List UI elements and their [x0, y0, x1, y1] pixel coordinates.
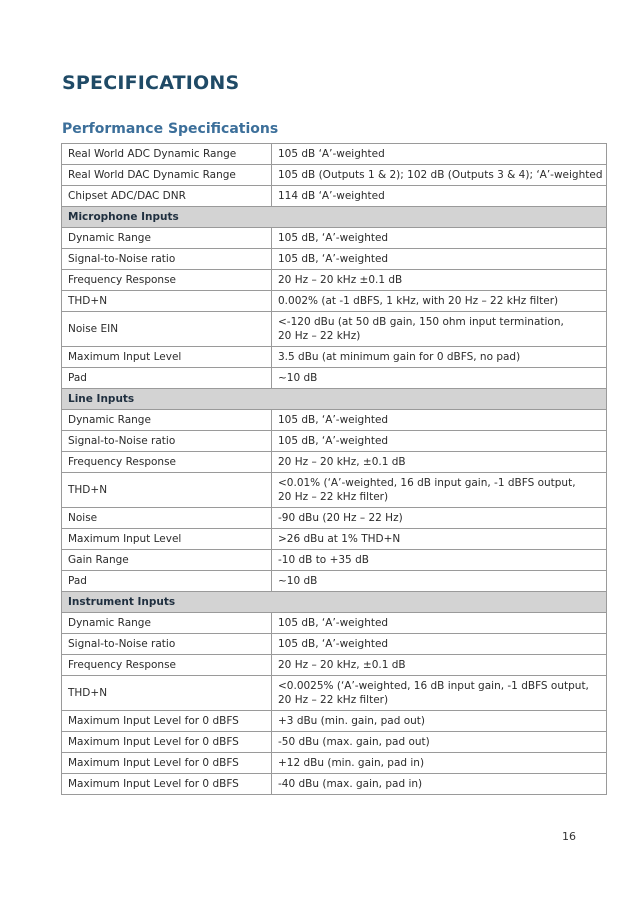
table-row: [62, 291, 607, 312]
spec-value-line: 0.002% (at -1 dBFS, 1 kHz, with 20 Hz – 22 kHz filter): [278, 295, 559, 307]
spec-value-line: 105 dB (Outputs 1 & 2); 102 dB (Outputs 3 & 4); ‘A’-weighted: [278, 169, 603, 181]
spec-value-line: 20 Hz – 22 kHz filter): [278, 694, 389, 706]
spec-value-line: 105 dB, ‘A’-weighted: [278, 617, 389, 629]
section-header-label: Microphone Inputs: [62, 207, 607, 228]
spec-value-line: -10 dB to +35 dB: [278, 554, 369, 566]
spec-value: [272, 732, 607, 753]
spec-label: Signal-to-Noise ratio: [62, 634, 272, 655]
spec-label: Frequency Response: [62, 655, 272, 676]
spec-label: Frequency Response: [62, 270, 272, 291]
spec-value-line: -40 dBu (max. gain, pad in): [278, 778, 423, 790]
table-row: [62, 550, 607, 571]
table-row: [62, 165, 607, 186]
spec-value-line: 105 dB, ‘A’-weighted: [278, 435, 389, 447]
table-row: [62, 347, 607, 368]
spec-value-line: 20 Hz – 22 kHz): [278, 330, 361, 342]
spec-value-line: -90 dBu (20 Hz – 22 Hz): [278, 512, 403, 524]
spec-label: Dynamic Range: [62, 613, 272, 634]
spec-value: [272, 144, 607, 165]
spec-value: [272, 249, 607, 270]
page-number: 16: [562, 830, 576, 843]
page-title: SPECIFICATIONS: [62, 72, 240, 94]
table-row: [62, 753, 607, 774]
section-header-row: [62, 389, 607, 410]
spec-label: THD+N: [62, 291, 272, 312]
spec-value: [272, 676, 607, 711]
spec-label: Maximum Input Level: [62, 347, 272, 368]
spec-label: Pad: [62, 368, 272, 389]
spec-value-line: +3 dBu (min. gain, pad out): [278, 715, 425, 727]
spec-label: Real World DAC Dynamic Range: [62, 165, 272, 186]
spec-value: [272, 634, 607, 655]
spec-value: [272, 711, 607, 732]
spec-value-line: 3.5 dBu (at minimum gain for 0 dBFS, no pad): [278, 351, 521, 363]
spec-value: [272, 774, 607, 795]
spec-label: Maximum Input Level for 0 dBFS: [62, 711, 272, 732]
spec-value: [272, 655, 607, 676]
spec-value: [272, 312, 607, 347]
table-row: [62, 452, 607, 473]
spec-value: [272, 550, 607, 571]
section-header-label: Line Inputs: [62, 389, 607, 410]
spec-label: Signal-to-Noise ratio: [62, 431, 272, 452]
spec-label: Maximum Input Level: [62, 529, 272, 550]
spec-value-line: -50 dBu (max. gain, pad out): [278, 736, 430, 748]
spec-value: [272, 473, 607, 508]
spec-value: [272, 270, 607, 291]
spec-value-line: 20 Hz – 20 kHz ±0.1 dB: [278, 274, 403, 286]
table-row: [62, 508, 607, 529]
spec-value-line: 105 dB, ‘A’-weighted: [278, 253, 389, 265]
table-row: [62, 711, 607, 732]
spec-value-line: 20 Hz – 20 kHz, ±0.1 dB: [278, 659, 406, 671]
table-row: [62, 431, 607, 452]
spec-label: Dynamic Range: [62, 228, 272, 249]
spec-value: [272, 508, 607, 529]
specifications-table-body: [62, 144, 607, 795]
section-header-row: [62, 592, 607, 613]
table-row: [62, 144, 607, 165]
spec-label: Gain Range: [62, 550, 272, 571]
spec-label: Maximum Input Level for 0 dBFS: [62, 732, 272, 753]
spec-label: Dynamic Range: [62, 410, 272, 431]
spec-label: Noise: [62, 508, 272, 529]
spec-value-line: 114 dB ‘A’-weighted: [278, 190, 385, 202]
spec-value-line: <0.0025% (‘A’-weighted, 16 dB input gain, -1 dBFS output,: [278, 680, 589, 692]
spec-value-line: +12 dBu (min. gain, pad in): [278, 757, 425, 769]
table-row: [62, 655, 607, 676]
spec-label: Frequency Response: [62, 452, 272, 473]
specifications-table: [61, 143, 607, 795]
spec-label: Maximum Input Level for 0 dBFS: [62, 753, 272, 774]
spec-value-line: >26 dBu at 1% THD+N: [278, 533, 401, 545]
spec-value: [272, 347, 607, 368]
table-row: [62, 312, 607, 347]
spec-value: [272, 452, 607, 473]
table-row: [62, 186, 607, 207]
spec-value-line: 105 dB, ‘A’-weighted: [278, 414, 389, 426]
table-row: [62, 571, 607, 592]
table-row: [62, 410, 607, 431]
table-row: [62, 368, 607, 389]
table-row: [62, 732, 607, 753]
spec-value-line: ~10 dB: [278, 372, 318, 384]
table-row: [62, 676, 607, 711]
spec-label: Maximum Input Level for 0 dBFS: [62, 774, 272, 795]
spec-value-line: 105 dB, ‘A’-weighted: [278, 232, 389, 244]
table-row: [62, 270, 607, 291]
spec-value-line: ~10 dB: [278, 575, 318, 587]
spec-value: [272, 431, 607, 452]
table-row: [62, 473, 607, 508]
spec-value-line: 105 dB ‘A’-weighted: [278, 148, 385, 160]
table-row: [62, 228, 607, 249]
spec-value-line: <0.01% (‘A’-weighted, 16 dB input gain, -1 dBFS output,: [278, 477, 576, 489]
spec-value: [272, 613, 607, 634]
spec-value: [272, 228, 607, 249]
section-header-row: [62, 207, 607, 228]
spec-value: [272, 186, 607, 207]
section-title: Performance Specifications: [62, 121, 279, 137]
table-row: [62, 529, 607, 550]
spec-value: [272, 571, 607, 592]
spec-label: Signal-to-Noise ratio: [62, 249, 272, 270]
spec-label: THD+N: [62, 473, 272, 508]
spec-label: THD+N: [62, 676, 272, 711]
spec-label: Noise EIN: [62, 312, 272, 347]
spec-label: Real World ADC Dynamic Range: [62, 144, 272, 165]
spec-value: [272, 410, 607, 431]
spec-label: Pad: [62, 571, 272, 592]
table-row: [62, 634, 607, 655]
table-row: [62, 249, 607, 270]
spec-value: [272, 529, 607, 550]
spec-label: Chipset ADC/DAC DNR: [62, 186, 272, 207]
section-header-label: Instrument Inputs: [62, 592, 607, 613]
spec-value-line: <-120 dBu (at 50 dB gain, 150 ohm input termination,: [278, 316, 564, 328]
table-row: [62, 613, 607, 634]
table-row: [62, 774, 607, 795]
spec-value-line: 20 Hz – 22 kHz filter): [278, 491, 389, 503]
spec-value: [272, 165, 607, 186]
spec-value: [272, 368, 607, 389]
spec-value: [272, 291, 607, 312]
spec-value: [272, 753, 607, 774]
spec-value-line: 105 dB, ‘A’-weighted: [278, 638, 389, 650]
spec-value-line: 20 Hz – 20 kHz, ±0.1 dB: [278, 456, 406, 468]
